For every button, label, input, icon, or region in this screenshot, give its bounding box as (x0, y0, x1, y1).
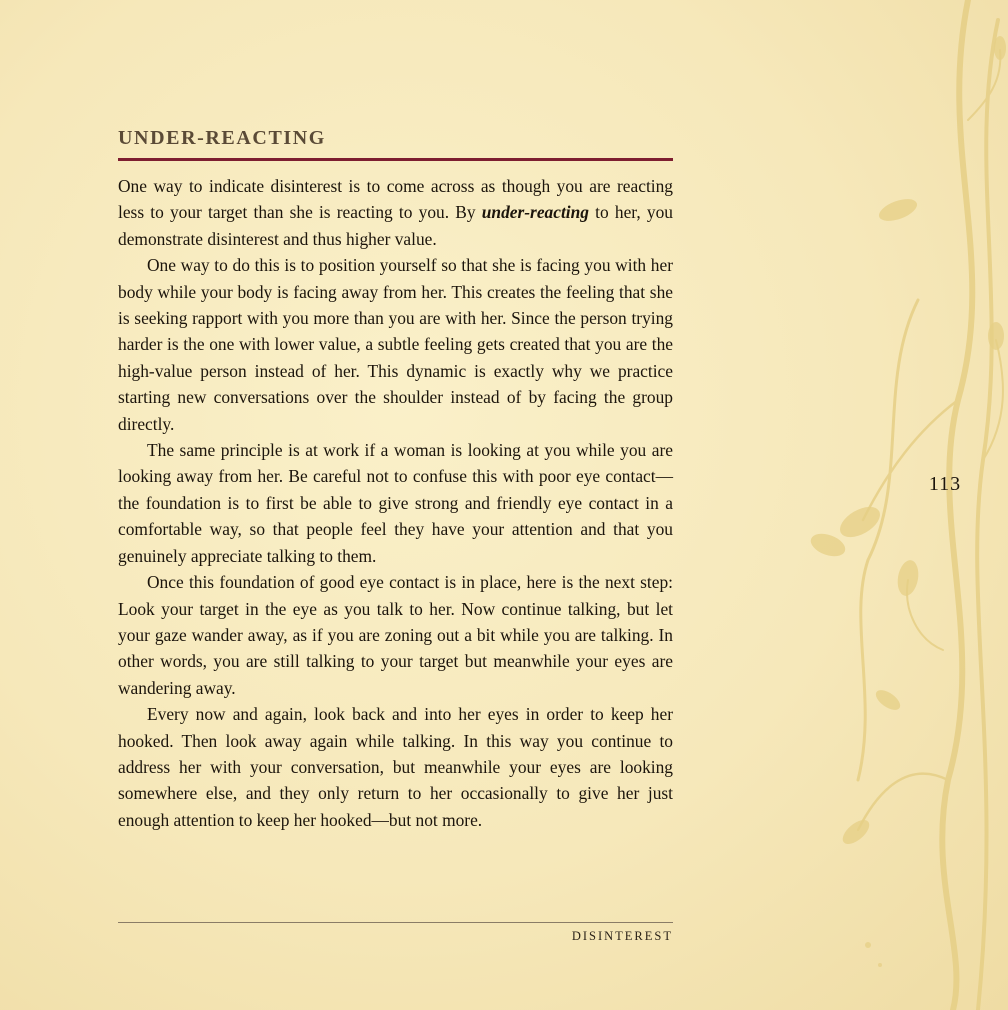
running-head: DISINTEREST (571, 929, 673, 943)
paragraph-5: Every now and again, look back and into her eyes in order to keep her hooked. Then look away again while talking. In this way you continue to address her with your conversation, but meanwhile your eyes are looking somewhere else, and they only return to her occasionally to give her just enough attention to keep her hooked—but not more. (118, 704, 673, 830)
paragraph-1 (118, 173, 673, 252)
title-rule (118, 158, 673, 161)
paragraph-1-tail: to her, you demonstrate disinterest and thus higher value. (118, 202, 673, 249)
page-content (118, 124, 673, 833)
paragraph-3: The same principle is at work if a woman is looking at you while you are looking away from her. Be careful not to confuse this with poor eye contact—the foundation is to first be able to give strong and friendly eye contact in a comfortable way, so that people feel they have your attention and that you genuinely appreciate talking to them. (118, 440, 673, 566)
vine-ornament (768, 0, 1008, 1010)
paragraph-2: One way to do this is to position yourself so that she is facing you with her body while your body is facing away from her. This creates the feeling that she is seeking rapport with you more than you are with her. Since the person trying harder is the one with lower value, a subtle feeling gets created that you are the high-value person instead of her. This dynamic is exactly why we practice starting new conversations over the shoulder instead of by facing the group directly. (118, 255, 673, 434)
paragraph-4: Once this foundation of good eye contact is in place, here is the next step: Look your target in the eye as you talk to her. Now continue talking, but let your gaze wander away, as if you are zoning out a bit while you are talking. In other words, you are still talking to your target but meanwhile your eyes are wandering away. (118, 572, 673, 698)
footer-rule (118, 922, 673, 923)
emphasis-under-reacting: under-reacting (481, 202, 589, 223)
page-number: 113 (928, 473, 962, 495)
section-title: UNDER-REACTING (118, 127, 326, 149)
paragraph-1-lead: One way to indicate disinterest is to come across as though you are reacting less to your target than she is reacting to you. By (118, 176, 673, 223)
